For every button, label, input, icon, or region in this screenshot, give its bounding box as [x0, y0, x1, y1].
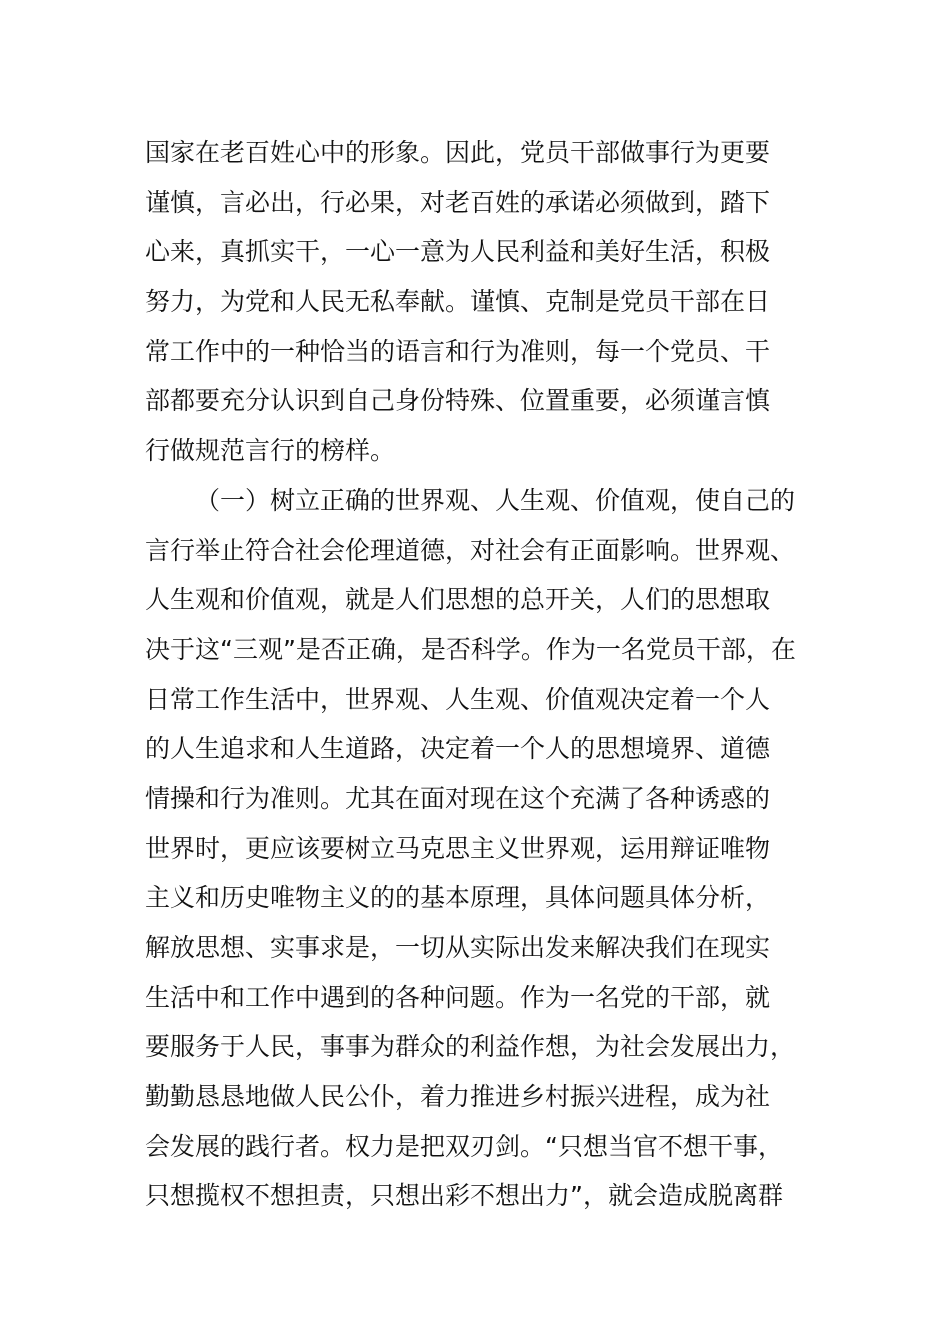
paragraph-2-line: 世界时，更应该要树立马克思主义世界观，运用辩证唯物: [145, 833, 771, 863]
paragraph-2-line: 决于这“三观”是否正确，是否科学。作为一名党员干部，在: [145, 634, 796, 664]
section-heading-line: （一）树立正确的世界观、人生观、价值观，使自己的: [195, 485, 796, 515]
paragraph-2-line: 言行举止符合社会伦理道德，对社会有正面影响。世界观、: [145, 535, 796, 565]
paragraph-1-line: 常工作中的一种恰当的语言和行为准则，每一个党员、干: [145, 336, 771, 366]
paragraph-2-line: 日常工作生活中，世界观、人生观、价值观决定着一个人: [145, 684, 771, 714]
paragraph-2-line: 的人生追求和人生道路，决定着一个人的思想境界、道德: [145, 734, 771, 764]
paragraph-2-line: 勤勤恳恳地做人民公仆，着力推进乡村振兴进程，成为社: [145, 1082, 771, 1112]
paragraph-2-line: 解放思想、实事求是，一切从实际出发来解决我们在现实: [145, 933, 771, 962]
paragraph-2-line: 要服务于人民，事事为群众的利益作想，为社会发展出力，: [145, 1032, 796, 1062]
document-body: [145, 128, 815, 1221]
paragraph-1-line: 谨慎，言必出，行必果，对老百姓的承诺必须做到，踏下: [145, 187, 771, 217]
paragraph-1-line: 心来，真抓实干，一心一意为人民利益和美好生活，积极: [145, 237, 771, 267]
paragraph-1-line: 部都要充分认识到自己身份特殊、位置重要，必须谨言慎: [145, 386, 771, 416]
paragraph-2-line: 会发展的践行者。权力是把双刃剑。“只想当官不想干事，: [145, 1131, 783, 1161]
paragraph-1-line: 国家在老百姓心中的形象。因此，党员干部做事行为更要: [145, 138, 771, 167]
paragraph-2-line: 生活中和工作中遇到的各种问题。作为一名党的干部，就: [145, 982, 771, 1012]
paragraph-2-line: 情操和行为准则。尤其在面对现在这个充满了各种诱惑的: [145, 783, 771, 813]
paragraph-2-line: 只想揽权不想担责，只想出彩不想出力”，就会造成脱离群: [145, 1181, 783, 1211]
paragraph-2-line: 人生观和价值观，就是人们思想的总开关，人们的思想取: [145, 585, 771, 615]
paragraph-1-line: 行做规范言行的榜样。: [145, 436, 396, 466]
paragraph-2-line: 主义和历史唯物主义的的基本原理，具体问题具体分析，: [145, 883, 771, 913]
paragraph-1-line: 努力，为党和人民无私奉献。谨慎、克制是党员干部在日: [145, 287, 771, 317]
